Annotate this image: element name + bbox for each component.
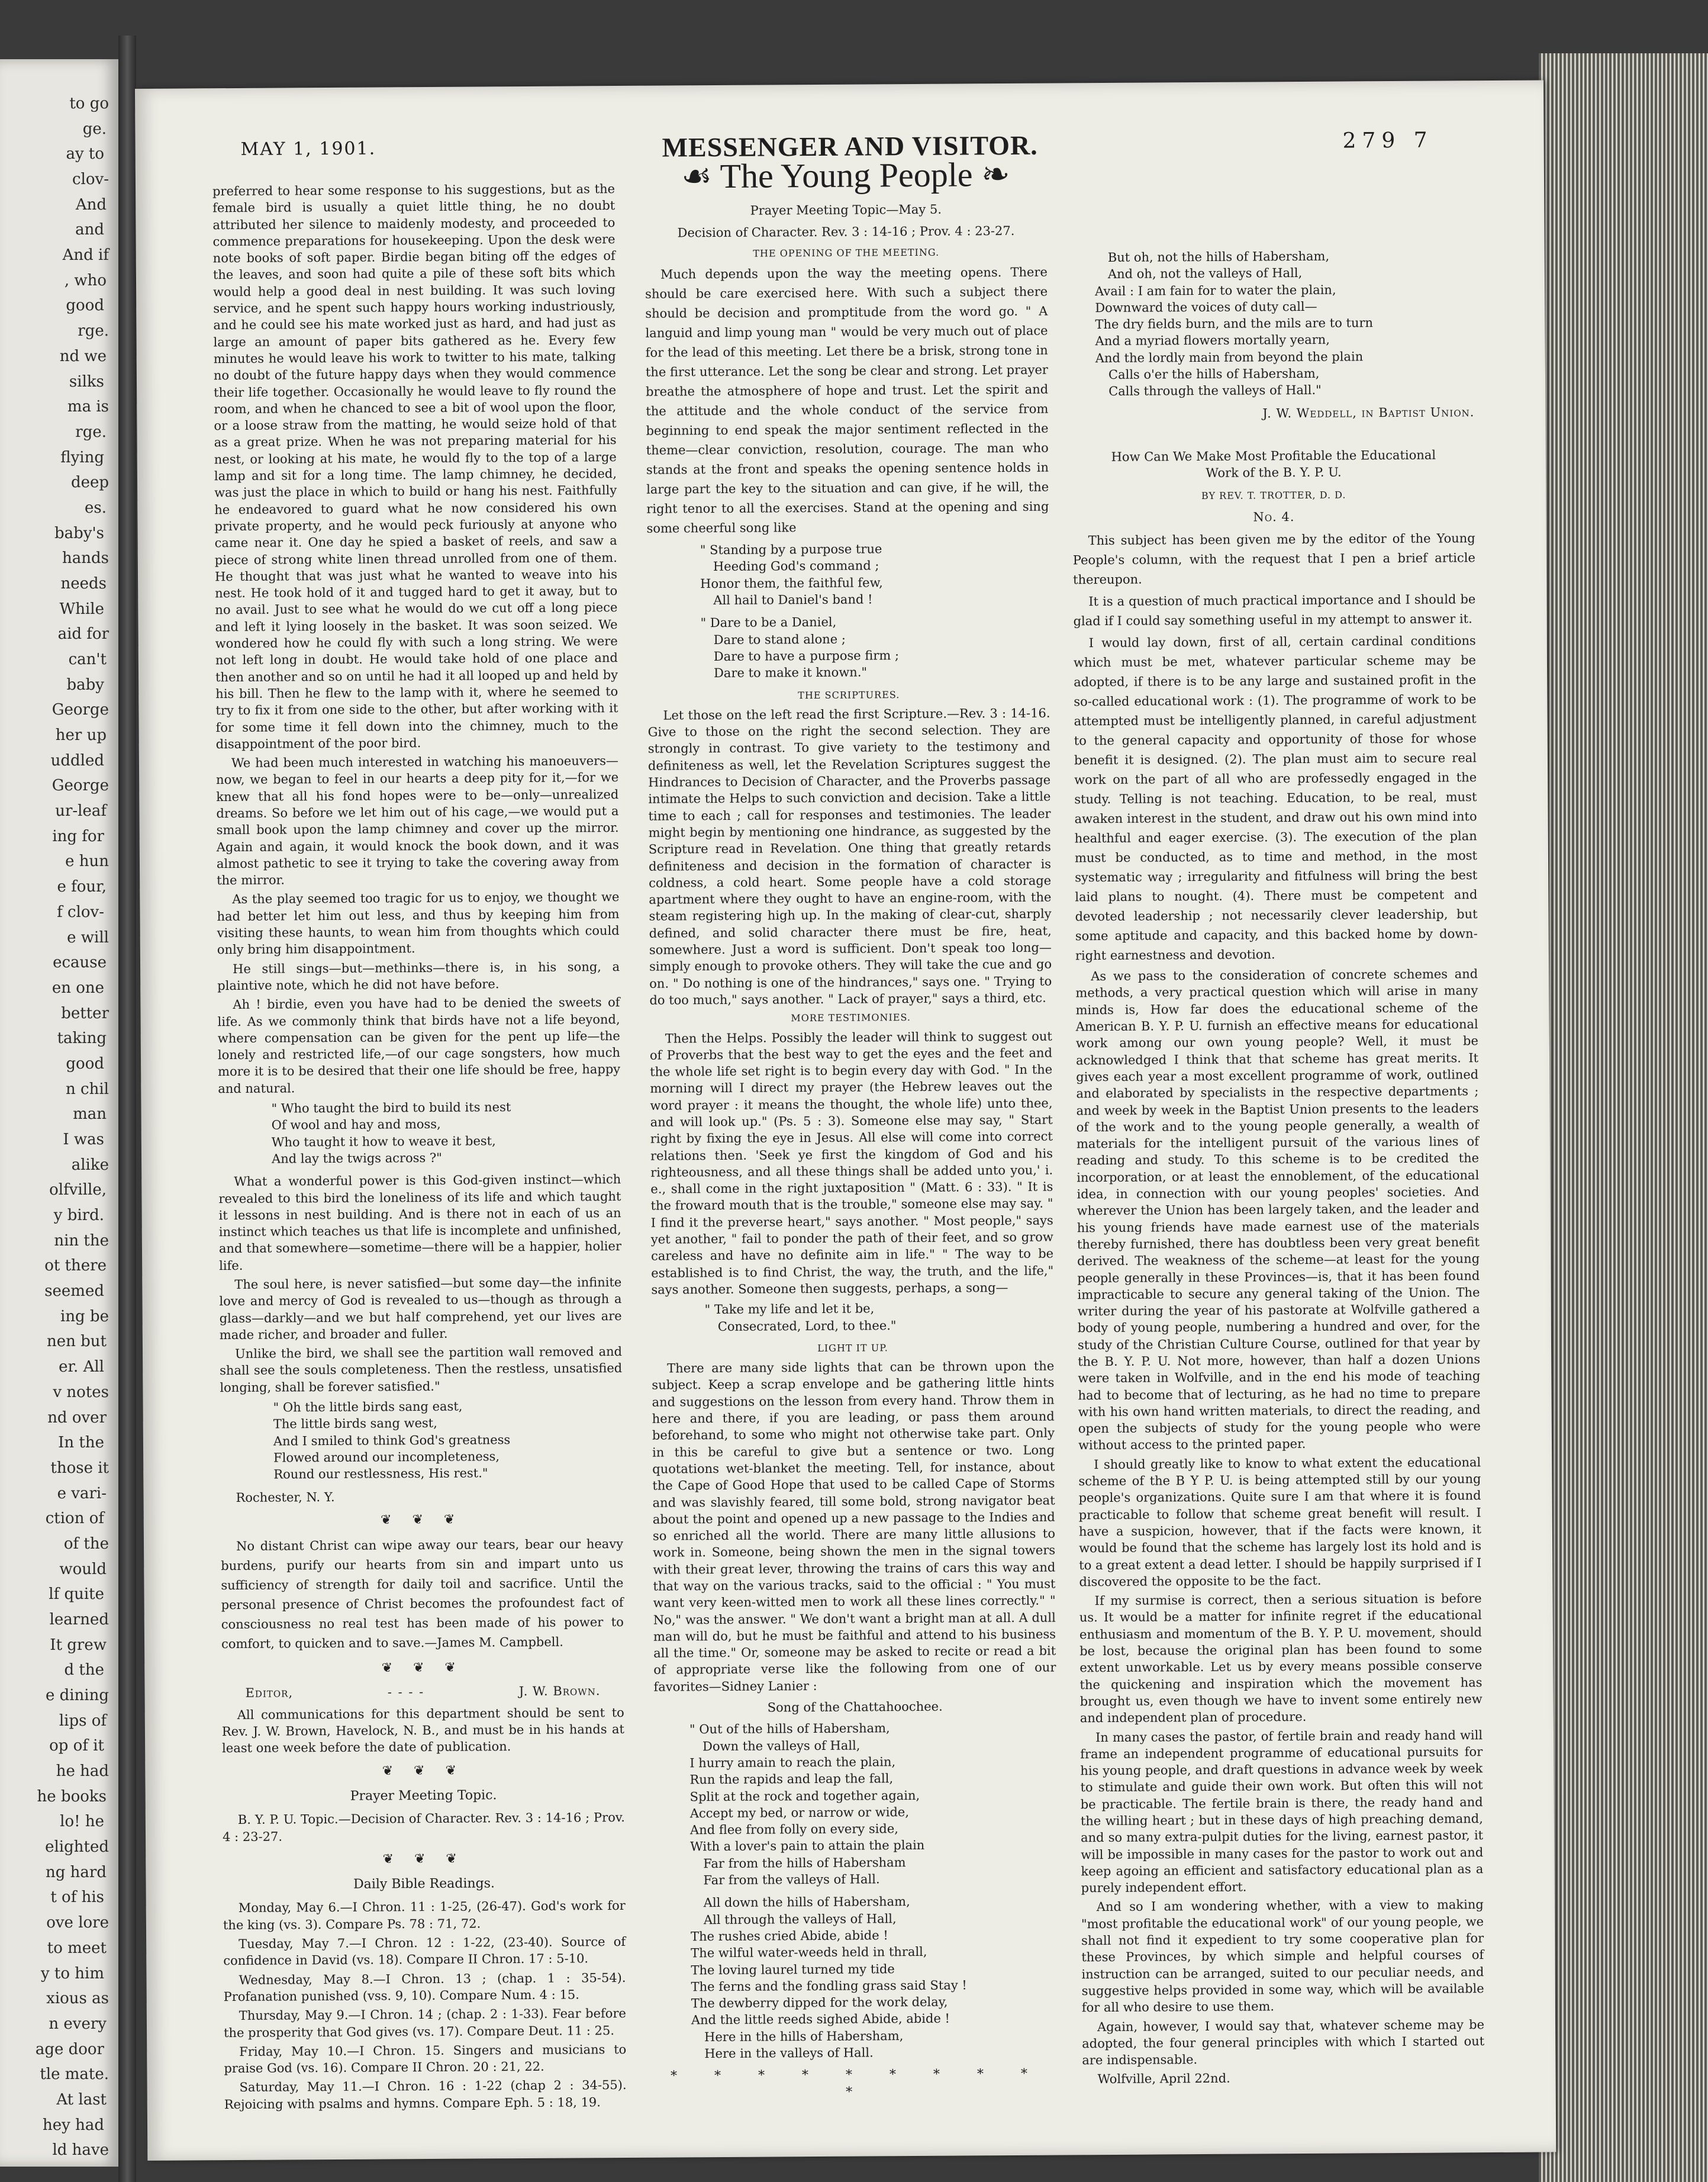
previous-page-text: v notes (53, 1383, 109, 1401)
paragraph: preferred to hear some response to his suggestions, but as the female bird is usually a quiet little thing, he no doubt attributed her silence to maidenly modesty, and proceeded to commence preparations for housekeeping. Upon the desk were note books of soft paper. Birdie began biting off the edges of the leaves, and soon had quite a pile of these soft bits which would help a good deal in nest building. It was such loving service, and he spent such happy hours working industriously, and he could see his mate worked just as hard, and had just as large an amount of paper bits gathered as he. Every few minutes he would leave his work to twitter to his mate, talking no doubt of the future happy days when they would commence their life together. Occasionally he would leave to fly round the room, and when he chanced to see a bit of wool upon the floor, or a loose straw from the matting, he would seize hold of that as a great prize. When he was not preparing material for his nest, or looking at his mate, he would fly to the top of a large lamp and sit for a long time. The lamp chimney, he decided, was just the place in which to build or hang his nest. Faithfully he endeavored to guard what he now considered his own private property, and he would peck furiously at anyone who came near it. One day he spied a basket of reels, and saw a piece of strong white linen thread unrolled from one of them. He thought that was just what he wanted to weave into his nest. He took hold of it and tugged hard to get it away, but to no avail. Just to see what he would do we cut off a long piece and left it lying loosely in the basket. It was soon seized. We wondered how he could fly with such a long string. We were not left long in doubt. He would take hold of one place and then another and so on until he had it all looped up and held by his bill. Then he flew to the lamp with it, where he seemed to try to fix it from one side to the other, but after working with it for some time it fell down into the chimney, much to the disappointment of the poor bird. (212, 182, 618, 751)
article-number: No. 4. (1253, 509, 1295, 524)
verse-line: Dare to make it known." (713, 665, 868, 681)
reading-item: Friday, May 10.—I Chron. 15. Singers and musicians to praise God (vs. 16). Compare II Chron. 20 : 21, 22. (224, 2042, 627, 2076)
previous-page-text: would (59, 1560, 107, 1578)
star-divider: * * * * * * * * * * (670, 2066, 1045, 2100)
previous-page-text: taking (57, 1029, 107, 1048)
previous-page-fragment (0, 59, 118, 2167)
editor-line (245, 1683, 600, 1702)
previous-page-text: ove lore (46, 1914, 109, 1932)
verse-line: " Dare to be a Daniel, (700, 615, 837, 630)
previous-page-text: hey had (43, 2116, 104, 2134)
previous-page-text: her up (55, 726, 107, 745)
verse-line: " Who taught the bird to build its nest (271, 1100, 511, 1116)
story-paragraphs (212, 181, 620, 1097)
previous-page-text: age door (35, 2040, 104, 2058)
issue-date: MAY 1, 1901. (240, 138, 376, 160)
ornament-divider: ❦ ❦ ❦ (382, 1851, 465, 1867)
verse-line: All down the hills of Habersham, (703, 1894, 910, 1910)
previous-page-text: d the (64, 1661, 104, 1679)
verse-line: And I smiled to think God's greatness (273, 1432, 511, 1449)
previous-page-text: and (75, 221, 104, 239)
article-title-line-1: How Can We Make Most Profitable the Educational (1111, 448, 1436, 464)
paragraph: He still sings—but—methinks—there is, in his song, a plaintive note, which he did not have before. (217, 959, 620, 993)
previous-page-text: And (75, 195, 107, 214)
previous-page-text: of the (63, 1534, 109, 1553)
previous-page-text: George (51, 701, 109, 719)
previous-page-text: hands (62, 549, 109, 568)
previous-page-text: George (51, 777, 109, 795)
previous-page-text: e dining (45, 1687, 109, 1705)
ornament-divider: ❦ ❦ ❦ (381, 1660, 465, 1676)
previous-page-text: clov- (72, 170, 109, 189)
poem-title: Song of the Chattahoochee. (767, 1699, 943, 1715)
verse-birds (220, 1397, 623, 1483)
previous-page-text: nd we (59, 347, 107, 365)
previous-page-text: silks (69, 372, 104, 391)
paragraph: Again, however, I would say that, whatever scheme may be adopted, the four general principles with which I started out are indispensable. (1082, 2017, 1485, 2068)
previous-page-text: e four, (57, 878, 107, 896)
previous-page-text: n every (49, 2014, 107, 2033)
previous-page-text: e vari- (57, 1484, 107, 1502)
verse-line: Heeding God's command ; (713, 558, 879, 574)
previous-page-text: y bird. (53, 1206, 104, 1225)
editor-dashes: - - - - (387, 1685, 425, 1700)
column-1 (212, 181, 627, 2115)
verse-line: The wilful water-weeds held in thrall, (691, 1945, 927, 1961)
verse-line: I hurry amain to reach the plain, (689, 1755, 896, 1771)
previous-page-text: ng hard (46, 1863, 107, 1881)
verse-line: And the little reeds sighed Abide, abide ! (691, 2012, 950, 2027)
verse-line: Flowed around our incompleteness, (273, 1449, 500, 1465)
paragraph: Much depends upon the way the meeting opens. There should be care exercised here. With such a subject there should be decision and promptitude from the word go. " A languid and limp young man " would be very much out of place for the lead of this meeting. Let there be a brisk, strong tone in the first utterance. Let the song be clear and strong. Let prayer breathe the atmosphere of hope and trust. Let the spirit and the attitude and the whole conduct of the service from beginning to end speak the major sentiment reflected in the theme—clear conviction, resolution, courage. The man who stands at the front and speaks the opening sentence holds in large part the key to the situation and can give, if he will, the right tenor to all the exercises. Stand at the opening and sing some cheerful song like (645, 265, 1049, 536)
reading-item: Wednesday, May 8.—I Chron. 13 ; (chap. 1 : 35-54). Profanation punished (vss. 9, 10). Compare Num. 4 : 15. (223, 1970, 626, 2004)
verse-line: The ferns and the fondling grass said Stay ! (691, 1978, 967, 1994)
verse-line: " Oh the little birds sang east, (273, 1399, 463, 1415)
song-standing (647, 540, 1050, 609)
paragraph: I should greatly like to know to what extent the educational scheme of the B Y P. U. is being attempted still by our young people's organizations. Quite sure I am that where it is found practicable to follow that scheme great benefit will result. I have a suspicion, however, that if the facts were known, it would be found that the scheme has largely lost its hold and is to a great extent a dead letter. I should be happily surprised if I discovered the opposite to be the fact. (1078, 1454, 1482, 1589)
previous-page-text: baby (66, 675, 104, 694)
reading-item: Monday, May 6.—I Chron. 11 : 1-25, (26-47). God's work for the king (vs. 3). Compare Ps. 78 : 71, 72. (223, 1898, 626, 1932)
song-daniel (647, 613, 1050, 682)
previous-page-text: he had (56, 1762, 109, 1781)
verse-line: All through the valleys of Hall, (703, 1911, 897, 1927)
previous-page-text: ma is (67, 398, 109, 416)
previous-page-text: e will (67, 928, 109, 947)
verse-line: The loving laurel turned my tide (691, 1961, 895, 1977)
previous-page-text: baby's (54, 524, 104, 542)
previous-page-text: lips of (59, 1711, 107, 1730)
verse-line: And lay the twigs across ?" (271, 1150, 442, 1166)
previous-page-text: tle mate. (40, 2065, 109, 2084)
previous-page-text: ge. (82, 120, 107, 138)
paragraph: If my surmise is correct, then a serious situation is before us. It would be a matter for infinite regret if the educational enthusiasm and momentum of the B. Y. P. U. movement, should be lost, because the original plan has been found to some extent unworkable. Let us by every means possible conserve the quickening and inspiration which the movement has brought us, even though we have to invent some entirely new and independent plan of procedure. (1079, 1591, 1483, 1726)
verse-line: Dare to have a purpose firm ; (713, 648, 900, 664)
verse-line: But oh, not the hills of Habersham, (1107, 249, 1330, 265)
paragraph: In many cases the pastor, of fertile brain and ready hand will frame an independent programme of educational pursuits for his young people, and draft questions in advance week by week to stimulate and guide their own work. But often this will not be practicable. The fertile brain is there, the ready hand and the willing heart ; but in these days of high preaching demand, and so many extra-pulpit duties for the living, earnest pastor, it will be impossible in many cases for the pastor to work out and keep agoing an efficient and satisfactory educational plan as a purely independent effort. (1080, 1727, 1484, 1895)
paragraph: As we pass to the consideration of concrete schemes and methods, a very practical question which will arise in many minds is, How far does the educational scheme of the American B. Y. P. U. furnish an effective means for educational work among our own young people? Well, it must be acknowledged I think that that scheme has great merits. It gives each year a most excellent programme of work, outlined and elaborated by specialists in the respective departments ; and week by week in the Baptist Union presents to the leaders of the work and to the young people generally, a wealth of materials for the intelligent pursuit of the various lines of reading and study. To this scheme is to be credited the incorporation, or at least the ennoblement, of the educational idea, in connection with our young peoples' societies. And wherever the Union has been largely taken, and the leader and his young friends have made earnest use of the materials thereby furnished, there has doubtless been very great benefit derived. The weakness of the scheme—at least for the young people generally in these Provinces—is, that it has been found impracticable to secure any general taking of the Union. The writer during the year of his pastorate at Wolfville gathered a body of young people, numbering a hundred and over, for the study of the Christian Culture Course, outlined for that year by the B. Y. P. U. Not more, however, than half a dozen Unions were taken in Wolfville, and in the end his mode of teaching had to become that of lecturing, as he had no time to prepare with his own hand written materials, to direct the reading, and open the subjects of study for the young people who were without access to the printed paper. (1075, 967, 1481, 1453)
verse-line: " Take my life and let it be, (704, 1301, 875, 1317)
verse-line: " Standing by a purpose true (700, 542, 882, 558)
previous-page-text: f clov- (57, 903, 104, 921)
previous-page-text: ing be (60, 1307, 109, 1325)
paragraph: What a wonderful power is this God-given instinct—which revealed to this bird the loneliness of its life and which taught it lessons in nest building. And is there not in each of us an instinct which teaches us that life is incomplete and unfinished, and that somewhere—sometime—there will be a happier, holier life. (218, 1172, 622, 1273)
verse-line: Accept my bed, or narrow or wide, (689, 1804, 910, 1821)
topic-heading: Prayer Meeting Topic. (350, 1788, 497, 1804)
verse-line: With a lover's pain to attain the plain (690, 1838, 925, 1854)
paragraph: Let those on the left read the first Scripture.—Rev. 3 : 14-16. Give to those on the right the second selection. They are strongly in contrast. To give variety to the testimony and definiteness as well, let the Revelation Scriptures suggest the Hindrances to Decision of Character, and the Proverbs passage intimate the Helps to such conviction and decision. Take a little time to each ; call for responses and testimonies. The leader might begin by mentioning one hindrance, as suggested by the Scripture read in Revelation. One thing that greatly retards definiteness and decision in the formation of character is coldness, a cold heart. Some people have a cold storage apartment where they ought to have an engine-room, with the steam registering high up. In the making of clear-cut, sharply defined, and solid character there must be fire, heat, somewhere. Just a word is sufficient. Don't speak too long—simply enough to provoke others. They will take the cue and go on. " Do nothing is one of the hindrances," says one. " Trying to do too much," says another. " Lack of prayer," says a third, etc. (647, 706, 1052, 1008)
verse-line: Far from the valleys of Hall. (703, 1872, 880, 1888)
previous-page-text: rge. (78, 322, 109, 340)
paragraph: This subject has been given me by the editor of the Young People's column, with the request that I pen a brief article thereupon. (1072, 531, 1475, 587)
verse-line: Down the valleys of Hall, (702, 1738, 861, 1753)
campbell-quote: No distant Christ can wipe away our tears, bear our heavy burdens, purify our hearts from sin and impart unto us sufficiency of strength for daily toil and sacrifice. Until the personal presence of Christ becomes the profoundest fact of consciousness no real test has been made of his power to comfort, to quicken and to save.—James M. Campbell. (221, 1537, 624, 1652)
previous-page-text: es. (85, 498, 107, 517)
topic-text: B. Y. P. U. Topic.—Decision of Character. Rev. 3 : 14-16 ; Prov. 4 : 23-27. (222, 1810, 625, 1844)
previous-page-text: y to him (40, 1964, 104, 1983)
previous-page-text: lo! he (60, 1813, 104, 1831)
previous-page-text: t of his (50, 1888, 104, 1907)
previous-page-text: It grew (50, 1636, 107, 1654)
previous-page-text: e hun (65, 852, 109, 871)
previous-page-text: op of it (49, 1737, 104, 1755)
previous-page-text: ay to (66, 145, 104, 163)
subhead-more-testimonies: MORE TESTIMONIES. (791, 1012, 911, 1024)
paragraph: The soul here, is never satisfied—but some day—the infinite love and mercy of God is revealed to us—though as through a glass—darkly—and we but half comprehend, yet our lives are made richer, and broader and fuller. (219, 1275, 622, 1343)
previous-page-text: nen but (47, 1333, 107, 1351)
previous-page-text: deep (70, 474, 109, 492)
paragraph: We had been much interested in watching his manoeuvers—now, we began to feel in our hearts a deep pity for it,—for we knew that all his fond hopes were to be—only—unrealized dreams. So before we let him out of his cage,—we would put a small book upon the lamp chimney and cover up the mirror. Again and again, it would knock the book down, and it was almost pathetic to see it trying to take the covering away from the mirror. (216, 754, 620, 888)
previous-page-text: , who (64, 271, 107, 289)
column-2 (644, 155, 1059, 2102)
verse-line: Here in the valleys of Hall. (704, 2045, 874, 2061)
previous-page-text: olfville, (49, 1181, 107, 1199)
ornament-divider: ❦ ❦ ❦ (381, 1512, 463, 1528)
previous-page-text: learned (49, 1610, 109, 1629)
previous-page-text: seemed (44, 1282, 104, 1301)
previous-page-text: aid for (57, 625, 109, 643)
bible-readings-list (223, 1897, 627, 2113)
verse-line: The rushes cried Abide, abide ! (691, 1928, 888, 1944)
previous-page-text: At last (56, 2090, 107, 2109)
paragraph: As the play seemed too tragic for us to enjoy, we thought we had better let him out less, and thus by keeping him from visiting these haunts, to wean him from thoughts which could only bring him disappointment. (217, 890, 620, 957)
verse-line: Who taught it how to weave it best, (271, 1133, 496, 1150)
newspaper-page (135, 80, 1556, 2160)
verse-line: Consecrated, Lord, to thee." (717, 1318, 897, 1334)
verse-line: Far from the hills of Habersham (703, 1855, 906, 1871)
previous-page-text: rge. (75, 423, 107, 441)
previous-page-text: to go (69, 95, 109, 112)
previous-page-text: nin the (54, 1231, 109, 1250)
previous-page-text: alike (71, 1156, 109, 1174)
paragraph: There are many side lights that can be thrown upon the subject. Keep a scrap envelope and be gathering little hints and suggestions on the lesson from every hand. Throw them in here and there, if you are leading, or pass them around beforehand, to some who might not otherwise take part. Only in this be careful to give but a sentence or two. Long quotations wet-blanket the meeting. Tell, for instance, about the Cape of Good Hope that used to be called Cape of Storms and was slavishly feared, till some bold, strong navigator beat about the point and opened up a new passage to the Indies and so enriched all the world. There are many little allusions to work in. Someone, being shown the men in the signal towers with their great lever, throwing the trains of cars this way and that way on the various tracks, said to the official : " You must want very keen-witted men to work all these lines correctly." " No," was the answer. " We don't want a bright man at all. A dull man will do, but he must be faithful and attend to his business all the time." Or, someone may be asked to recite or read a bit of appropriate verse like the following from one of our favorites—Sidney Lanier : (652, 1359, 1056, 1694)
previous-page-text: ing for (52, 827, 104, 845)
readings-heading: Daily Bible Readings. (353, 1876, 495, 1892)
verse-line: And oh, not the valleys of Hall, (1107, 266, 1303, 282)
newspaper-title: MESSENGER AND VISITOR. (662, 130, 1038, 163)
verse-line: The dry fields burn, and the mils are to turn (1095, 316, 1374, 332)
previous-page-text: he books (37, 1787, 107, 1806)
verse-line: " Out of the hills of Habersham, (689, 1721, 890, 1737)
previous-page-text: flying (60, 448, 104, 466)
ornament-divider: ❦ ❦ ❦ (382, 1763, 465, 1779)
book-gutter (118, 36, 136, 2182)
poem-stanza-1 (654, 1719, 1058, 1889)
previous-page-text: nd over (47, 1408, 107, 1427)
verse-line: And a myriad flowers mortally yearn, (1095, 333, 1330, 349)
subhead-light-it-up: LIGHT IT UP. (817, 1342, 888, 1354)
previous-page-text: ur-leaf (55, 802, 107, 820)
verse-line: Calls o'er the hills of Habersham, (1108, 366, 1320, 382)
previous-page-text: I was (63, 1131, 104, 1148)
verse-line: Dare to stand alone ; (713, 632, 846, 647)
paragraph: I would lay down, first of all, certain cardinal conditions which must be met, whatever particular scheme may be adopted, if there is to be any large and sustained profit in the so-called educational work : (1). The programme of work to be attempted must be intelligently planned, in careful adjustment to the general capacity and opportunity of those for whose benefit it is designed. (2). The plan must aim to secure real work on the part of all who are professedly engaged in the study. Telling is not teaching. Education, to be real, must awaken interest in the student, and draw out his own mind into healthful and eager exercise. (3). The execution of the plan must be conducted, as to time and method, in the most systematic way ; irregularity and fitfulness will bring the best laid plans to nought. (4). There must be competent and devoted leadership ; not necessarily clever leadership, but some aptitude and capacity, and this backed home by down-right earnestness and devotion. (1073, 633, 1478, 963)
reading-item: Thursday, May 9.—I Chron. 14 ; (chap. 2 : 1-33). Fear before the prosperity that God gives (vs. 17). Compare Deut. 11 : 25. (223, 2006, 626, 2040)
column-3 (1071, 243, 1485, 2090)
verse-line: Avail : I am fain for to water the plain, (1095, 282, 1336, 298)
previous-page-text: good (66, 297, 104, 315)
verse-line: Downward the voices of duty call— (1095, 299, 1317, 315)
verse-line: Run the rapids and leap the fall, (689, 1771, 894, 1787)
paragraph: Then the Helps. Possibly the leader will think to suggest out of Proverbs that the best way to get the eyes and the feet and the whole life set right is to begin every day with God. " In the morning will I direct my prayer (the Hebrew leaves out the word prayer : it means the thought, the whole life) unto thee, and will look up." (Ps. 5 : 3). Someone else may say, " Start right by fixing the eye in Jesus. All else will come into correct relations then. 'Seek ye first the kingdom of God and his righteousness, and all these things shall be added unto you,' i. e., shall come in the right juxtaposition " (Matt. 6 : 33). " It is the froward mouth that is the trouble," someone else may say. " I find it the preverse heart," says another. " Most people," says yet another, " fail to ponder the path of their feet, and so grow careless and have no definite aim in life." " The way to be established is to find Christ, the way, the truth, and the life," says another. Someone then suggests, perhaps, a song— (649, 1029, 1054, 1297)
subhead-opening: THE OPENING OF THE MEETING. (753, 246, 940, 259)
previous-page-text: to meet (47, 1939, 107, 1957)
page-edges (1539, 53, 1708, 2182)
verse-line: The dewberry dipped for the work delay, (691, 1994, 948, 2011)
paragraph: It is a question of much practical importance and I should be glad if I could say something useful in my attempt to answer it. (1073, 592, 1476, 629)
verse-nest (218, 1098, 621, 1167)
previous-page-text: man (73, 1105, 107, 1124)
editor-name: J. W. Brown. (518, 1684, 601, 1699)
page-number: 279 7 (1342, 128, 1433, 153)
verse-line: And flee from folly on every side, (689, 1821, 899, 1837)
previous-page-text: ld have (52, 2141, 109, 2160)
subhead-scriptures: THE SCRIPTURES. (798, 688, 900, 701)
paragraph: Unlike the bird, we shall see the partition wall removed and shall see the souls completeness. Then the restless, unsatisfied longing, shall be forever satisfied." (220, 1344, 623, 1395)
previous-page-text: needs (60, 574, 107, 593)
previous-page-text: ecause (53, 954, 107, 972)
previous-page-text: better (61, 1004, 109, 1022)
previous-page-text: er. All (59, 1358, 104, 1376)
article-title-line-2: Work of the B. Y. P. U. (1206, 465, 1342, 481)
verse-line: Round our restlessness, His rest." (273, 1466, 488, 1482)
closing-place-date: Wolfville, April 22nd. (1097, 2071, 1230, 2087)
communications-notice: All communications for this department should be sent to Rev. J. W. Brown, Havelock, N. B., and must be in his hands at least one week before the date of publication. (221, 1705, 625, 1756)
verse-line: The little birds sang west, (273, 1416, 437, 1431)
verse-line: Honor them, the faithful few, (700, 575, 883, 591)
previous-page-text: xious as (46, 1990, 109, 2008)
paragraph: Ah ! birdie, even you have had to be denied the sweets of life. As we commonly think that birds have not a life beyond, where compensation can be given for the pent up life—the lonely and restricted life,—of our cage songsters, how much more it is to be desired that their one life should be free, happy and natural. (217, 995, 621, 1096)
verse-line: Of wool and hay and moss, (271, 1117, 441, 1132)
previous-page-text: ot there (44, 1257, 107, 1275)
previous-page-text: In the (58, 1434, 104, 1452)
reading-item: Saturday, May 11.—I Chron. 16 : 1-22 (chap 2 : 34-55). Rejoicing with psalms and hymns. Compare Eph. 5 : 18, 19. (224, 2078, 627, 2112)
topic-head: Prayer Meeting Topic—May 5. (750, 202, 942, 218)
previous-page-text: And if (62, 246, 109, 265)
previous-page-text: lf quite (49, 1585, 104, 1604)
previous-page-text: n chil (66, 1080, 109, 1098)
previous-page-text: good (66, 1054, 104, 1073)
poem-attribution: J. W. Weddell, in Baptist Union. (1262, 404, 1475, 421)
previous-page-text: ction of (45, 1510, 104, 1528)
song-take-my-life (652, 1299, 1054, 1335)
verse-line: Here in the hills of Habersham, (704, 2028, 904, 2044)
previous-page-text: can't (68, 651, 107, 669)
place-signature: Rochester, N. Y. (236, 1489, 335, 1505)
previous-page-text: uddled (50, 751, 104, 770)
verse-line: Split at the rock and together again, (689, 1788, 920, 1804)
paragraph: And so I am wondering whether, with a view to making "most profitable the educational work" of our young people, we shall not find it expedient to try some cooperative plan for these Provinces, by which simple and helpful courses of instruction can be arranged, suited to our peculiar needs, and suggestive helps provided in some way, which will be available for all who desire to use them. (1081, 1897, 1484, 2015)
verse-line: All hail to Daniel's band ! (713, 592, 873, 608)
previous-page-text: elighted (45, 1838, 109, 1856)
verse-line: And the lordly main from beyond the plain (1095, 349, 1364, 365)
article-byline: BY REV. T. TROTTER, D. D. (1201, 489, 1346, 501)
previous-page-text: those it (50, 1459, 109, 1477)
previous-page-text: en one (51, 979, 104, 997)
topic-subhead: Decision of Character. Rev. 3 : 14-16 ; Prov. 4 : 23-27. (677, 223, 1015, 240)
section-title: ☙ The Young People ❧ (681, 155, 1010, 196)
poem-stanza-3 (1071, 247, 1475, 400)
editor-label: Editor, (245, 1685, 294, 1701)
previous-page-text: While (59, 600, 104, 618)
verse-line: Calls through the valleys of Hall." (1108, 383, 1322, 399)
poem-stanza-2 (655, 1893, 1059, 2062)
reading-item: Tuesday, May 7.—I Chron. 12 : 1-22, (23-40). Source of confidence in David (vs. 18). Compare II Chron. 17 : 5-10. (223, 1935, 626, 1968)
